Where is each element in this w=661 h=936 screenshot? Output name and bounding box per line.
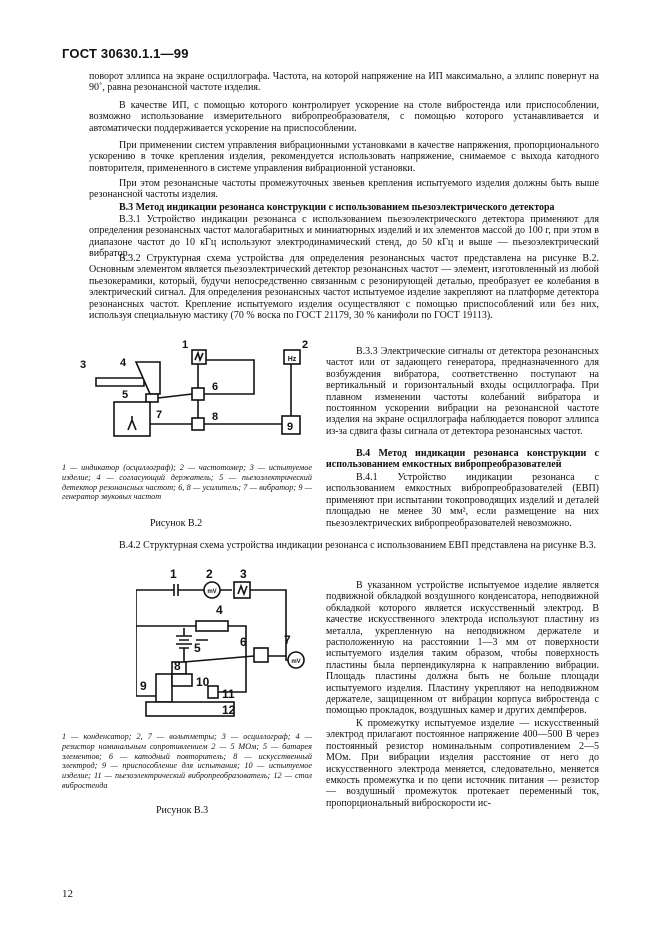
- paragraph-voltage-gap: К промежутку испытуемое изделие — искусственный электрод прилагают постоянное напряжение 400—500 В через постоянный резистор номинальным сопротивлением 2—5 МОм. При вибрации изделия расстояние от него до искусственного электрода меняется, следовательно, меняется емкость промежутка и по цепи источник питания — резистор — воздушный промежуток протекает переменный ток, пропорциональный виброскорости ис-: [326, 718, 599, 809]
- fig3-label-1: 1: [170, 567, 177, 581]
- paragraph-resonance-links: При этом резонансные частоты промежуточных звеньев крепления испытуемого изделия должны быть выше резонансной частоты изделия.: [89, 178, 599, 201]
- figure-b3-legend: 1 — конденсатор; 2, 7 — вольтметры; 3 — осциллограф; 4 — резистор номинальным сопротивлением 2 — 5 МОм; 5 — батарея элементов; 6 — катодный повторитель; 8 — искусственный электрод; 9 — приспособление для испытания; 10 — испытуемое изделие; 11 — пьезоэлектрический вибропреобразователь; 12 — стол вибростенда: [62, 732, 312, 790]
- fig3-label-3: 3: [240, 567, 247, 581]
- section-heading-b3: В.3 Метод индикации резонанса конструкции с использованием пьезоэлектрического детектора: [119, 202, 555, 213]
- paragraph-b3-1: В.3.1 Устройство индикации резонанса с использованием пьезоэлектрического детектора применяют для определения резонансных частот малогабаритных и миниатюрных изделий и их элементов массой до 100 г, при этом в диапазоне частот до 10 кГц используют электродинамический стенд, до 50 кГц и выше — пьезоэлектрический вибратор.: [89, 214, 599, 260]
- fig2-label-2: 2: [302, 340, 309, 351]
- fig3-label-8: 8: [174, 659, 181, 673]
- page-number: 12: [62, 888, 73, 900]
- fig3-label-9: 9: [140, 679, 147, 693]
- mv-glyph-2: mV: [207, 589, 217, 595]
- fig3-label-11: 11: [222, 687, 235, 701]
- paragraph-ellipse-turn: поворот эллипса на экране осциллографа. Частота, на которой напряжение на ИП максимально, а эллипс повернут на 90˚, равна резонансной частоте изделия.: [89, 71, 599, 94]
- paragraph-b3-3: В.3.3 Электрические сигналы от детектора резонансных частот или от задающего генератора, предназначенного для возбуждения вибратора, соответственно поступают на вертикальный и горизонтальный входы осциллографа. При плавном изменении частоты колебаний вибратора и постоянном ускорении вибрации на резонансной частоте изделия на экране осциллографа наблюдается поворот эллипса из-за сдвига фазы сигнала от детектора резонансных частот.: [326, 346, 599, 437]
- hz-glyph: Hz: [287, 356, 297, 363]
- fig2-label-6: 6: [212, 381, 219, 393]
- figure-b2-legend: 1 — индикатор (осциллограф); 2 — частотомер; 3 — испытуемое изделие; 4 — согласующий держатель; 5 — пьезоэлектрический детектор резонансных частот; 6, 8 — усилитель; 7 — вибратор; 9 — генератор звуковых частот: [62, 463, 312, 502]
- fig3-label-4: 4: [216, 603, 223, 617]
- paragraph-capacitor-device: В указанном устройстве испытуемое изделие является подвижной обкладкой воздушного конденсатора, неподвижной обкладкой которого является искусственный электрод. В качестве искусственного электрода используют пластину из металла, укрепленную на неподвижном держателе и расположенную на расстоянии 1—3 мм от поверхности испытуемого изделия таким образом, чтобы поверхность пластины была перпендикулярна к направлению вибрации. Площадь пластины должна быть не больше площади испытуемого изделия. Пластину укрепляют на неподвижном держателе, защищенном от вибрации корпуса вибростенда с помощью прокладок, воздушных камер и других демпферов.: [326, 580, 599, 717]
- paragraph-b4-2: В.4.2 Структурная схема устройства индикации резонанса с использованием ЕВП представлена на рисунке В.3.: [119, 540, 597, 551]
- figure-b2-diagram: [74, 340, 314, 460]
- section-heading-b4: В.4 Метод индикации резонанса конструкции с использованием емкостных вибропреобразователей: [326, 448, 599, 471]
- fig3-label-6: 6: [240, 635, 247, 649]
- fig3-label-10: 10: [196, 675, 210, 689]
- paragraph-b4-1: В.4.1 Устройство индикации резонанса с использованием емкостных вибропреобразователей (ЕВП) применяют при испытании токопроводящих изделий и деталей площадью не менее 30 мм², если размещение на них пьезоэлектрических вибропреобразователей невозможно.: [326, 472, 599, 529]
- fig3-label-7: 7: [284, 633, 291, 647]
- fig2-label-8: 8: [212, 411, 219, 423]
- figure-b3-diagram: [136, 566, 314, 720]
- fig2-label-3: 3: [80, 359, 87, 371]
- figure-b2-caption: Рисунок В.2: [150, 518, 203, 529]
- mv-glyph-7: mV: [291, 659, 301, 665]
- paragraph-ip-usage: В качестве ИП, с помощью которого контролирует ускорение на столе вибростенда или приспособлении, возможно использование измерительного вибропреобразователя, с помощью которого устанавливается и автоматически поддерживается ускорение на приспособлении.: [89, 100, 599, 134]
- fig2-label-9: 9: [287, 421, 294, 433]
- page-header: ГОСТ 30630.1.1—99: [62, 46, 189, 61]
- fig3-label-12: 12: [222, 703, 236, 717]
- fig3-label-5: 5: [194, 641, 201, 655]
- paragraph-control-systems: При применении систем управления вибрационными установками в качестве напряжения, пропорционального ускорению в точке крепления изделия, рекомендуется использовать напряжение, снимаемое с выхода катодного повторителя, примененного в системе управления вибрационной установки.: [89, 140, 599, 174]
- fig2-label-7: 7: [156, 409, 163, 421]
- paragraph-b3-2: В.3.2 Структурная схема устройства для определения резонансных частот представлена на рисунке В.2. Основным элементом является пьезоэлектрический детектор резонансных частот — элемент, изготовленный из любой пьезокерамики, который, будучи непосредственно связанным с резонирующей деталью, преобразует ее колебания в электрический сигнал. Для определения резонансных частот испытуемое изделие закрепляют на платформе детектора резонансных частот. Крепление испытуемого изделия осуществляют с помощью приспособлений или без них, используя специальную мастику (70 % воска по ГОСТ 21179, 30 % канифоли по ГОСТ 19113).: [89, 253, 599, 322]
- fig2-label-5: 5: [122, 389, 129, 401]
- fig2-label-1: 1: [182, 340, 189, 351]
- figure-b3-caption: Рисунок В.3: [156, 805, 209, 816]
- fig2-label-4: 4: [120, 357, 127, 369]
- fig3-label-2: 2: [206, 567, 213, 581]
